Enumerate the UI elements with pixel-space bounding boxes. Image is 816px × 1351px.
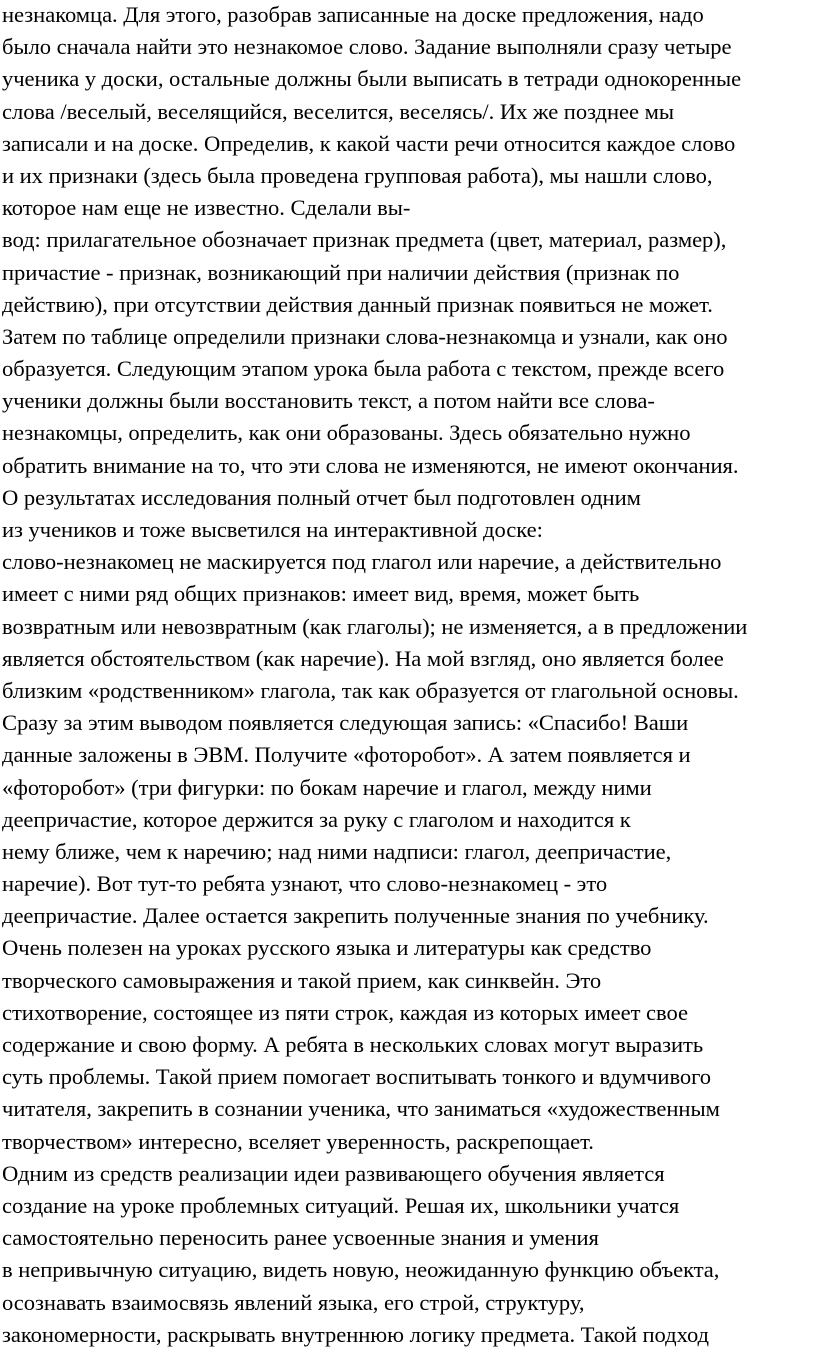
text-line: возвратным или невозвратным (как глаголы); не изменяется, а в предложении [2,613,748,639]
text-line: слово-незнакомец не маскируется под глагол или наречие, а действительно [2,549,722,575]
text-line: записали и на доске. Определив, к какой части речи относится каждое слово [2,130,736,156]
text-line: Очень полезен на уроках русского языка и литературы как средство [2,935,652,961]
text-line: самостоятельно переносить ранее усвоенные знания и умения [2,1225,599,1251]
text-line: обратить внимание на то, что эти слова не изменяются, не имеют окончания. [2,452,739,478]
text-line: из учеников и тоже высветился на интерактивной доске: [2,517,543,542]
text-line: творчеством» интересно, вселяет уверенность, раскрепощает. [2,1128,594,1154]
text-line: имеет с ними ряд общих признаков: имеет вид, время, может быть [2,581,640,607]
text-line: Сразу за этим выводом появляется следующая запись: «Спасибо! Ваши [2,710,689,736]
text-line: в непривычную ситуацию, видеть новую, неожиданную функцию объекта, [2,1257,720,1283]
text-line: было сначала найти это незнакомое слово. Задание выполняли сразу четыре [2,34,732,60]
text-line: незнакомцы, определить, как они образованы. Здесь обязательно нужно [2,420,691,446]
text-line: творческого самовыражения и такой прием, как синквейн. Это [2,967,602,993]
text-line: образуется. Следующим этапом урока была работа с текстом, прежде всего [2,356,725,382]
text-line: является обстоятельством (как наречие). На мой взгляд, оно является более [2,645,724,671]
text-line: действию), при отсутствии действия данный признак появиться не может. [2,291,713,317]
text-line: деепричастие. Далее остается закрепить полученные знания по учебнику. [2,903,709,929]
text-line: причастие - признак, возникающий при наличии действия (признак по [2,259,680,285]
text-line: ученики должны были восстановить текст, а потом найти все слова- [2,388,655,414]
text-line: содержание и свою форму. А ребята в нескольких словах могут выразить [2,1032,704,1057]
text-line: читателя, закрепить в сознании ученика, что заниматься «художественным [2,1096,720,1122]
text-line: Затем по таблице определили признаки слова-незнакомца и узнали, как оно [2,323,728,349]
text-line: незнакомца. Для этого, разобрав записанные на доске предложения, надо [2,2,704,27]
text-line: ученика у доски, остальные должны были выписать в тетради однокоренные [2,66,742,92]
text-line: деепричастие, которое держится за руку с глаголом и находится к [2,806,631,832]
text-line: нему ближе, чем к наречию; над ними надписи: глагол, деепричастие, [2,838,672,864]
text-line: «фоторобот» (три фигурки: по бокам наречие и глагол, между ними [2,774,652,800]
text-line: наречие). Вот тут-то ребята узнают, что слово-незнакомец - это [2,871,608,897]
text-line: закономерности, раскрывать внутреннюю логику предмета. Такой подход [2,1321,710,1347]
text-line: стихотворение, состоящее из пяти строк, каждая из которых имеет свое [2,999,688,1025]
text-line: О результатах исследования полный отчет был подготовлен одним [2,484,641,510]
text-line: которое нам еще не известно. Сделали вы- [2,195,411,221]
text-line: данные заложены в ЭВМ. Получите «фоторобот». А затем появляется и [2,742,691,768]
text-line: осознавать взаимосвязь явлений языка, его строй, структуру, [2,1289,585,1315]
text-line: близким «родственником» глагола, так как образуется от глагольной основы. [2,677,739,703]
text-line: и их признаки (здесь была проведена групповая работа), мы нашли слово, [2,162,713,188]
text-line: создание на уроке проблемных ситуаций. Решая их, школьники учатся [2,1192,680,1218]
text-line: Одним из средств реализации идеи развивающего обучения является [2,1160,665,1186]
text-line: слова /веселый, веселящийся, веселится, веселясь/. Их же позднее мы [2,98,674,124]
text-line: вод: прилагательное обозначает признак предмета (цвет, материал, размер), [2,227,727,253]
text-line: суть проблемы. Такой прием помогает воспитывать тонкого и вдумчивого [2,1064,712,1090]
